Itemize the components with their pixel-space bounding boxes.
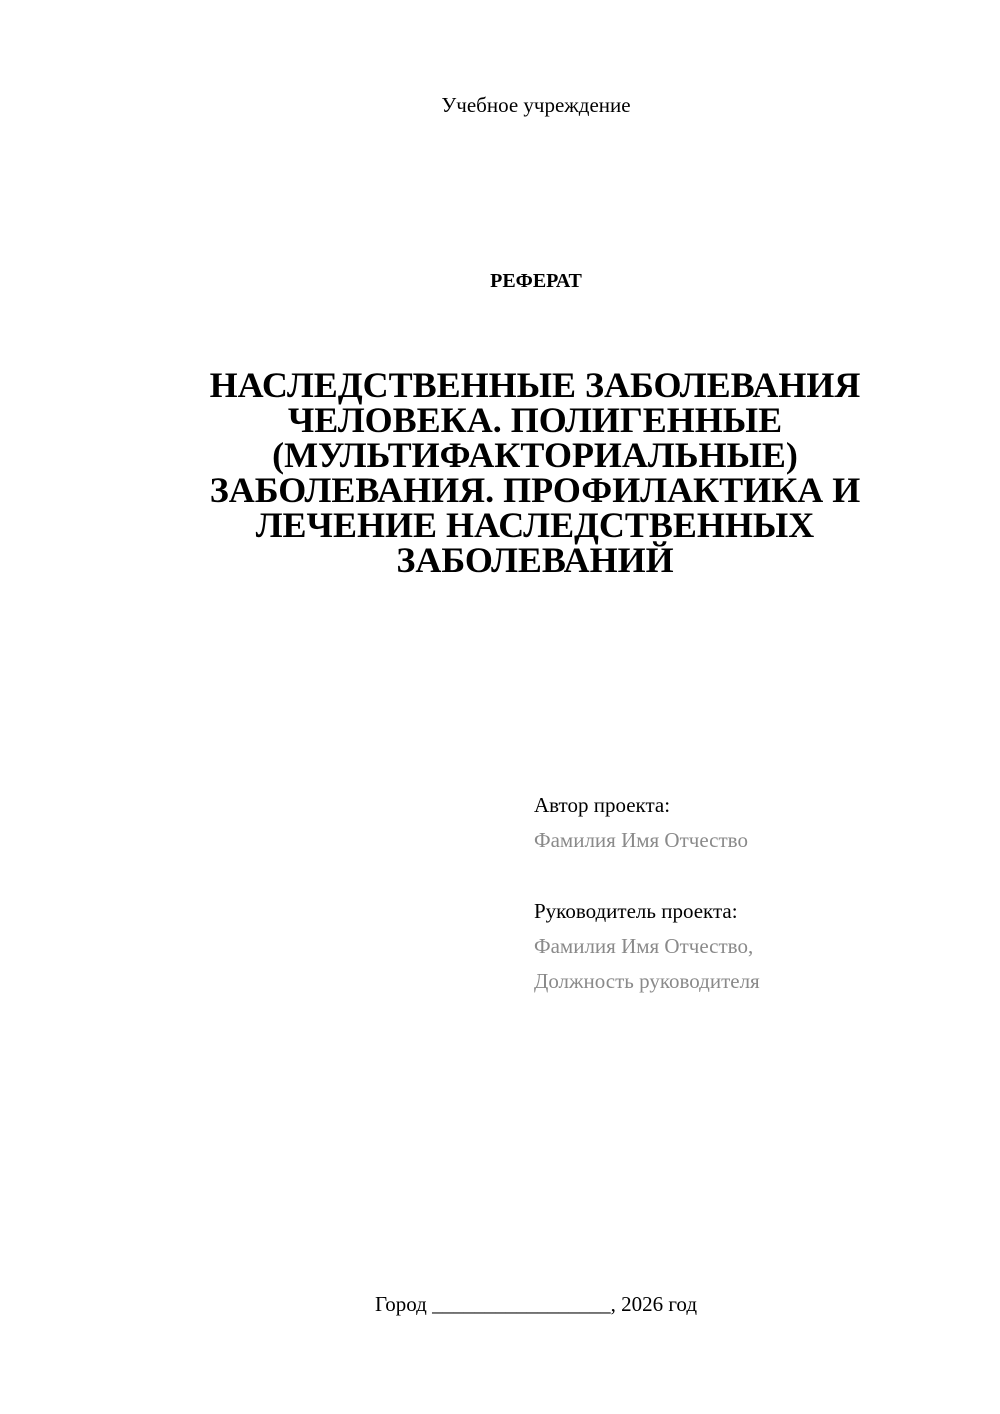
author-name: Фамилия Имя Отчество bbox=[534, 828, 748, 852]
supervisor-name: Фамилия Имя Отчество, bbox=[534, 934, 754, 958]
supervisor-label: Руководитель проекта: bbox=[534, 899, 738, 923]
document-type: РЕФЕРАТ bbox=[490, 270, 582, 292]
spacer bbox=[534, 858, 974, 894]
institution-name: Учебное учреждение bbox=[441, 93, 631, 117]
supervisor-position: Должность руководителя bbox=[534, 969, 760, 993]
title-line: ЧЕЛОВЕКА. ПОЛИГЕННЫЕ bbox=[287, 400, 783, 440]
title-line: (МУЛЬТИФАКТОРИАЛЬНЫЕ) bbox=[272, 435, 798, 475]
city-year-line: Город _________________, 2026 год bbox=[374, 1292, 698, 1316]
title-line: ЗАБОЛЕВАНИЙ bbox=[396, 540, 674, 580]
title-line: НАСЛЕДСТВЕННЫЕ ЗАБОЛЕВАНИЯ bbox=[209, 365, 861, 405]
title-line: ЗАБОЛЕВАНИЯ. ПРОФИЛАКТИКА И bbox=[209, 470, 861, 510]
author-label: Автор проекта: bbox=[534, 793, 671, 817]
authors-block bbox=[534, 788, 974, 999]
document-title bbox=[180, 365, 890, 580]
title-line: ЛЕЧЕНИЕ НАСЛЕДСТВЕННЫХ bbox=[255, 505, 815, 545]
